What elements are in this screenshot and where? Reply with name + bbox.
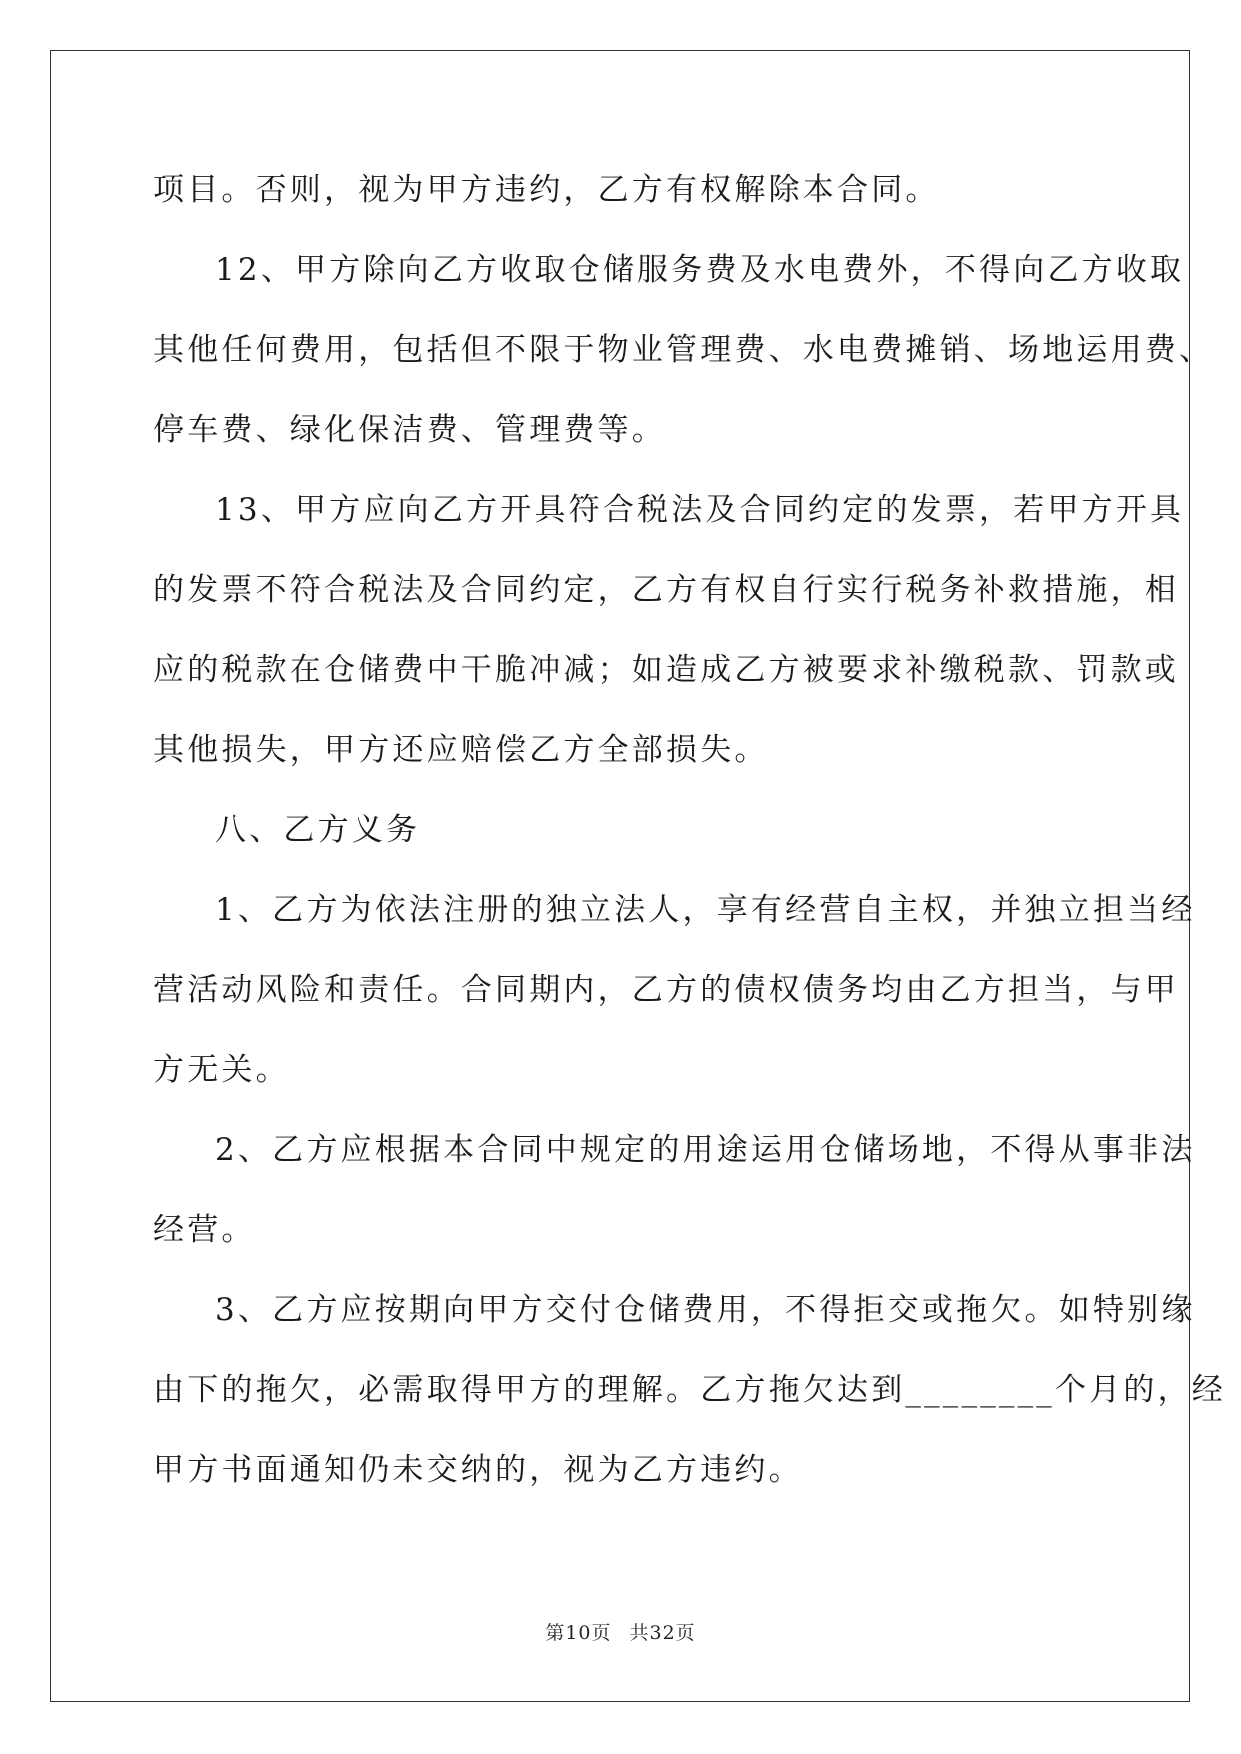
text-line: 经营。 [153, 1212, 256, 1248]
text-line: 应的税款在仓储费中干脆冲减；如造成乙方被要求补缴税款、罚款或 [153, 652, 1179, 688]
section-heading: 八、乙方义务 [215, 812, 421, 848]
text-line: 3、乙方应按期向甲方交付仓储费用，不得拒交或拖欠。如特别缘 [215, 1292, 1196, 1328]
text-line: 12、甲方除向乙方收取仓储服务费及水电费外，不得向乙方收取 [215, 252, 1185, 288]
page-number: 第10页 [545, 1622, 612, 1644]
text-line: 停车费、绿化保洁费、管理费等。 [153, 412, 666, 448]
page-footer [0, 1618, 1241, 1645]
text-line: 营活动风险和责任。合同期内，乙方的债权债务均由乙方担当，与甲 [153, 972, 1179, 1008]
text-line: 1、乙方为依法注册的独立法人，享有经营自主权，并独立担当经 [215, 892, 1196, 928]
text-line: 其他损失，甲方还应赔偿乙方全部损失。 [153, 732, 769, 768]
text-line: 13、甲方应向乙方开具符合税法及合同约定的发票，若甲方开具 [215, 492, 1185, 528]
text-line: 项目。否则，视为甲方违约，乙方有权解除本合同。 [153, 172, 940, 208]
text-line: 甲方书面通知仍未交纳的，视为乙方违约。 [153, 1452, 803, 1488]
document-body [153, 150, 1226, 1510]
text-line: 由下的拖欠，必需取得甲方的理解。乙方拖欠达到________个月的，经 [153, 1372, 1226, 1408]
text-line: 其他任何费用，包括但不限于物业管理费、水电费摊销、场地运用费、 [153, 332, 1214, 368]
text-line: 2、乙方应根据本合同中规定的用途运用仓储场地，不得从事非法 [215, 1132, 1196, 1168]
text-line: 的发票不符合税法及合同约定，乙方有权自行实行税务补救措施，相 [153, 572, 1179, 608]
page-total: 共32页 [629, 1622, 696, 1644]
text-line: 方无关。 [153, 1052, 290, 1088]
